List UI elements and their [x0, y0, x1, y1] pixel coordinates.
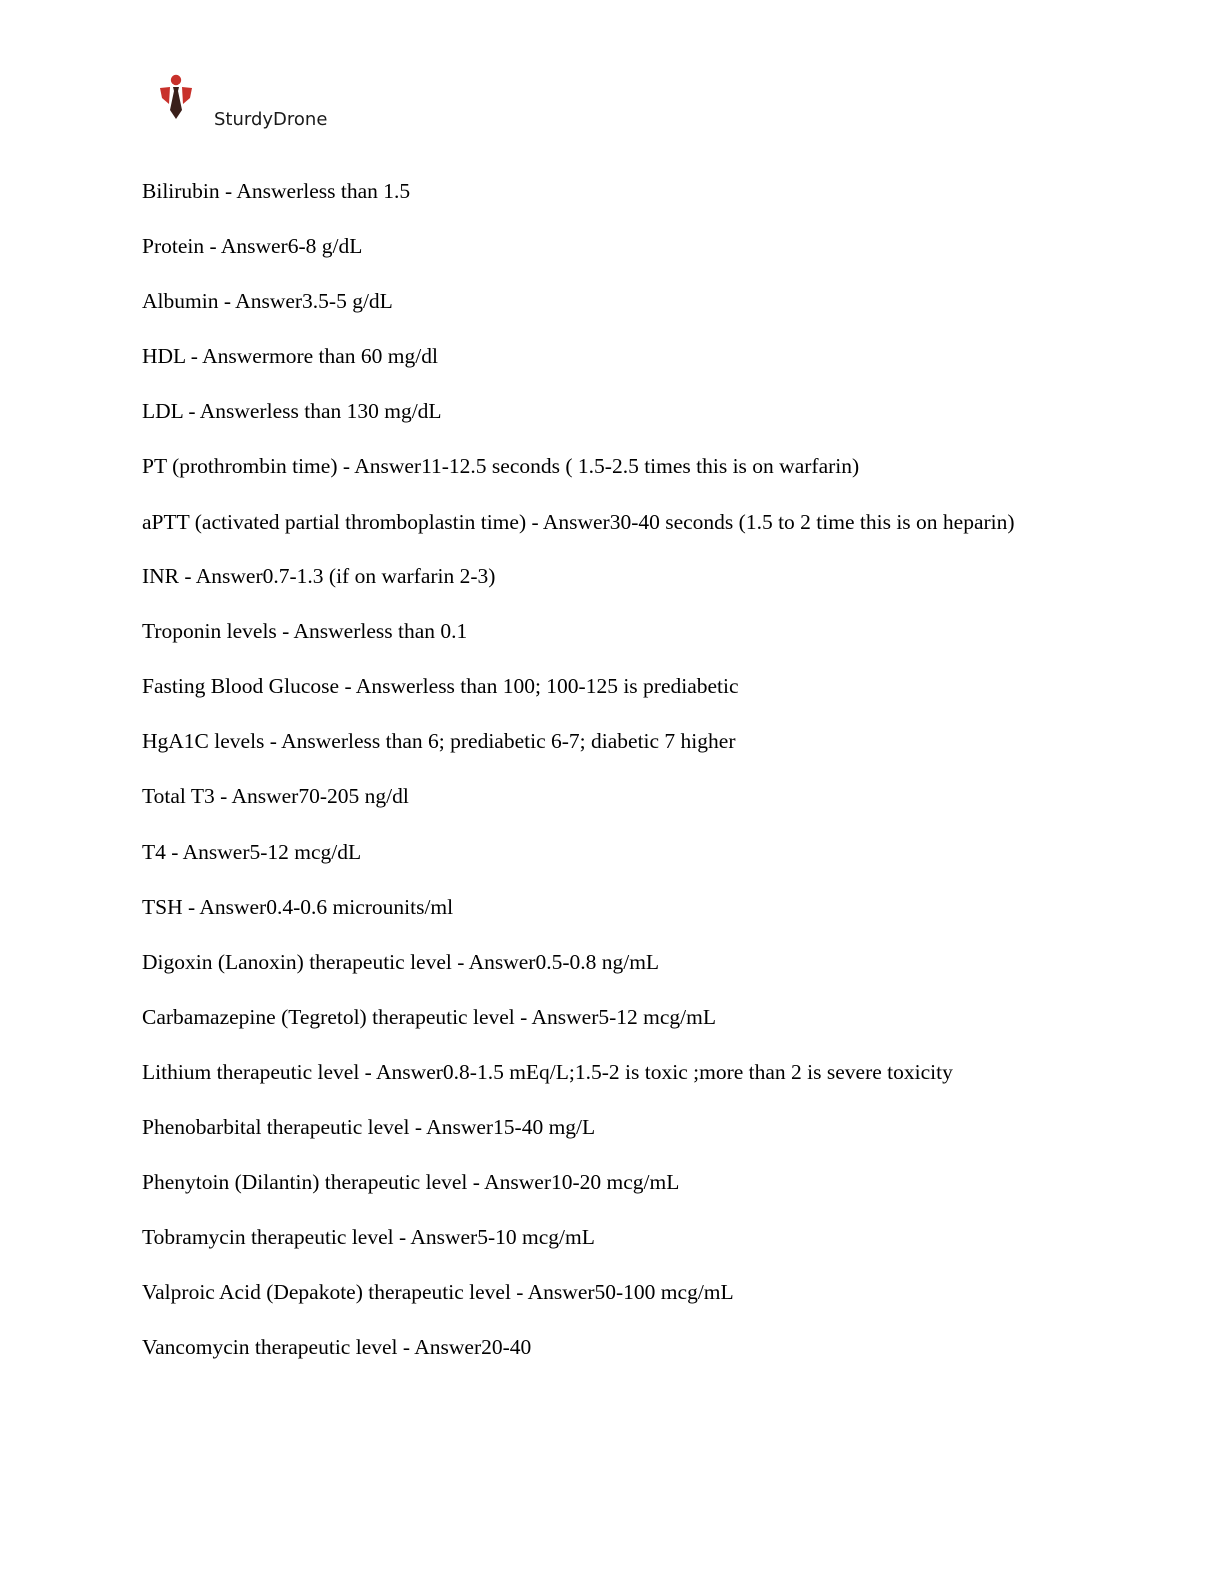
list-item: Vancomycin therapeutic level - Answer20-40 — [142, 1335, 532, 1360]
list-item: Digoxin (Lanoxin) therapeutic level - Answer0.5-0.8 ng/mL — [142, 949, 660, 974]
list-item: Protein - Answer6-8 g/dL — [142, 234, 363, 259]
list-item: Albumin - Answer3.5-5 g/dL — [142, 289, 393, 314]
list-item: Phenytoin (Dilantin) therapeutic level - Answer10-20 mcg/mL — [142, 1170, 680, 1195]
list-item: PT (prothrombin time) - Answer11-12.5 seconds ( 1.5-2.5 times this is on warfarin) — [142, 454, 860, 479]
list-item: Lithium therapeutic level - Answer0.8-1.5 mEq/L;1.5-2 is toxic ;more than 2 is severe toxicity — [142, 1059, 953, 1084]
list-item: Phenobarbital therapeutic level - Answer15-40 mg/L — [142, 1115, 596, 1139]
list-item: Tobramycin therapeutic level - Answer5-10 mcg/mL — [142, 1225, 595, 1250]
list-item: LDL - Answerless than 130 mg/dL — [142, 399, 442, 424]
list-item: aPTT (activated partial thromboplastin time) - Answer30-40 seconds (1.5 to 2 time this is on heparin) — [142, 509, 1015, 534]
list-item: Troponin levels - Answerless than 0.1 — [142, 619, 468, 644]
list-item: Bilirubin - Answerless than 1.5 — [142, 179, 411, 203]
list-item: Valproic Acid (Depakote) therapeutic level - Answer50-100 mcg/mL — [142, 1280, 734, 1305]
tie-person-logo-icon — [156, 74, 196, 122]
list-item: INR - Answer0.7-1.3 (if on warfarin 2-3) — [142, 564, 496, 589]
list-item: TSH - Answer0.4-0.6 microunits/ml — [142, 894, 454, 919]
qa-list — [142, 178, 1072, 1389]
list-item: HDL - Answermore than 60 mg/dl — [142, 344, 438, 369]
list-item: Fasting Blood Glucose - Answerless than 100; 100-125 is prediabetic — [142, 674, 739, 699]
list-item: HgA1C levels - Answerless than 6; prediabetic 6-7; diabetic 7 higher — [142, 729, 736, 754]
brand-header — [156, 74, 356, 134]
list-item: T4 - Answer5-12 mcg/dL — [142, 839, 362, 864]
brand-name: SturdyDrone — [214, 109, 328, 130]
list-item: Carbamazepine (Tegretol) therapeutic level - Answer5-12 mcg/mL — [142, 1004, 716, 1029]
list-item: Total T3 - Answer70-205 ng/dl — [142, 784, 409, 809]
